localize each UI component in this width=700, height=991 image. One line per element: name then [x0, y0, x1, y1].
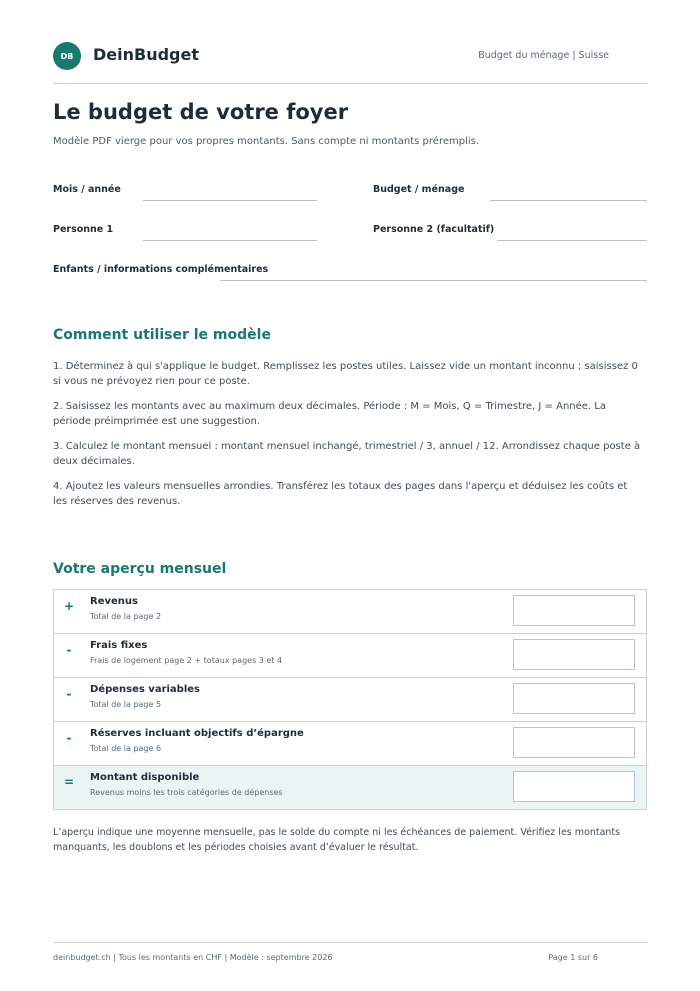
howto-title: Comment utiliser le modèle: [53, 327, 271, 343]
plus-sign: +: [63, 599, 75, 613]
overview-row-fixed-costs: [54, 634, 646, 678]
person1-label: Personne 1: [53, 224, 114, 235]
overview-row-variable-expenses: [54, 678, 646, 722]
overview-row-available: [54, 766, 646, 809]
row-label: Revenus: [90, 596, 138, 607]
budget-household-label: Budget / ménage: [373, 184, 465, 195]
overview-row-income: [54, 590, 646, 634]
minus-sign: -: [66, 731, 72, 745]
row-sublabel: Total de la page 6: [90, 744, 162, 753]
minus-sign: -: [66, 687, 72, 701]
footer-info: deinbudget.ch | Tous les montants en CHF | Modèle : septembre 2026: [53, 953, 333, 962]
row-label: Montant disponible: [90, 772, 200, 783]
howto-step-4: 4. Ajoutez les valeurs mensuelles arrondies. Transférez les totaux des pages dans l'aperçu et déduisez les coûts et les réserves des revenus.: [53, 481, 628, 507]
header-divider: [53, 83, 647, 84]
overview-note: L’aperçu indique une moyenne mensuelle, pas le solde du compte ni les échéances de paiement. Vérifiez les montants manquants, les doublons et les périodes choisies avant d’évaluer le résultat.: [53, 827, 621, 853]
brand-name: DeinBudget: [93, 45, 199, 64]
budget-household-field[interactable]: [490, 200, 647, 201]
available-amount-field[interactable]: [513, 771, 635, 802]
howto-step-3: 3. Calculez le montant mensuel : montant mensuel inchangé, trimestriel / 3, annuel / 12. Arrondissez chaque poste à deux décimales.: [53, 441, 641, 467]
overview-table: [53, 589, 647, 810]
row-sublabel: Revenus moins les trois catégories de dépenses: [90, 788, 283, 797]
howto-step-2: 2. Saisissez les montants avec au maximum deux décimales. Période : M = Mois, Q = Trimestre, J = Année. La période préimprimée est une suggestion.: [53, 401, 606, 427]
variable-expenses-amount-field[interactable]: [513, 683, 635, 714]
row-sublabel: Total de la page 5: [90, 700, 162, 709]
fixed-costs-amount-field[interactable]: [513, 639, 635, 670]
page-subtitle: Modèle PDF vierge pour vos propres montants. Sans compte ni montants préremplis.: [53, 136, 480, 147]
howto-step-1: 1. Déterminez à qui s'applique le budget. Remplissez les postes utiles. Laissez vide un montant inconnu ; saisissez 0 si vous ne prévoyez rien pour ce poste.: [53, 361, 638, 387]
person1-field[interactable]: [143, 240, 317, 241]
overview-title: Votre aperçu mensuel: [53, 561, 227, 577]
person2-label: Personne 2 (facultatif): [373, 224, 495, 235]
header-meta: Budget du ménage | Suisse: [478, 50, 609, 61]
row-label: Dépenses variables: [90, 684, 201, 695]
person2-field[interactable]: [497, 240, 647, 241]
row-label: Réserves incluant objectifs d’épargne: [90, 728, 304, 739]
minus-sign: -: [66, 643, 72, 657]
logo: DB: [53, 42, 81, 70]
row-sublabel: Total de la page 2: [90, 612, 162, 621]
income-amount-field[interactable]: [513, 595, 635, 626]
footer-divider: [53, 942, 647, 943]
month-year-field[interactable]: [143, 200, 317, 201]
children-info-field[interactable]: [220, 280, 647, 281]
page-number: Page 1 sur 6: [548, 953, 598, 962]
month-year-label: Mois / année: [53, 184, 121, 195]
row-sublabel: Frais de logement page 2 + totaux pages 3 et 4: [90, 656, 283, 665]
row-label: Frais fixes: [90, 640, 148, 651]
overview-row-reserves: [54, 722, 646, 766]
children-info-label: Enfants / informations complémentaires: [53, 264, 269, 275]
reserves-amount-field[interactable]: [513, 727, 635, 758]
equals-sign: =: [63, 775, 75, 789]
page-title: Le budget de votre foyer: [53, 100, 349, 124]
